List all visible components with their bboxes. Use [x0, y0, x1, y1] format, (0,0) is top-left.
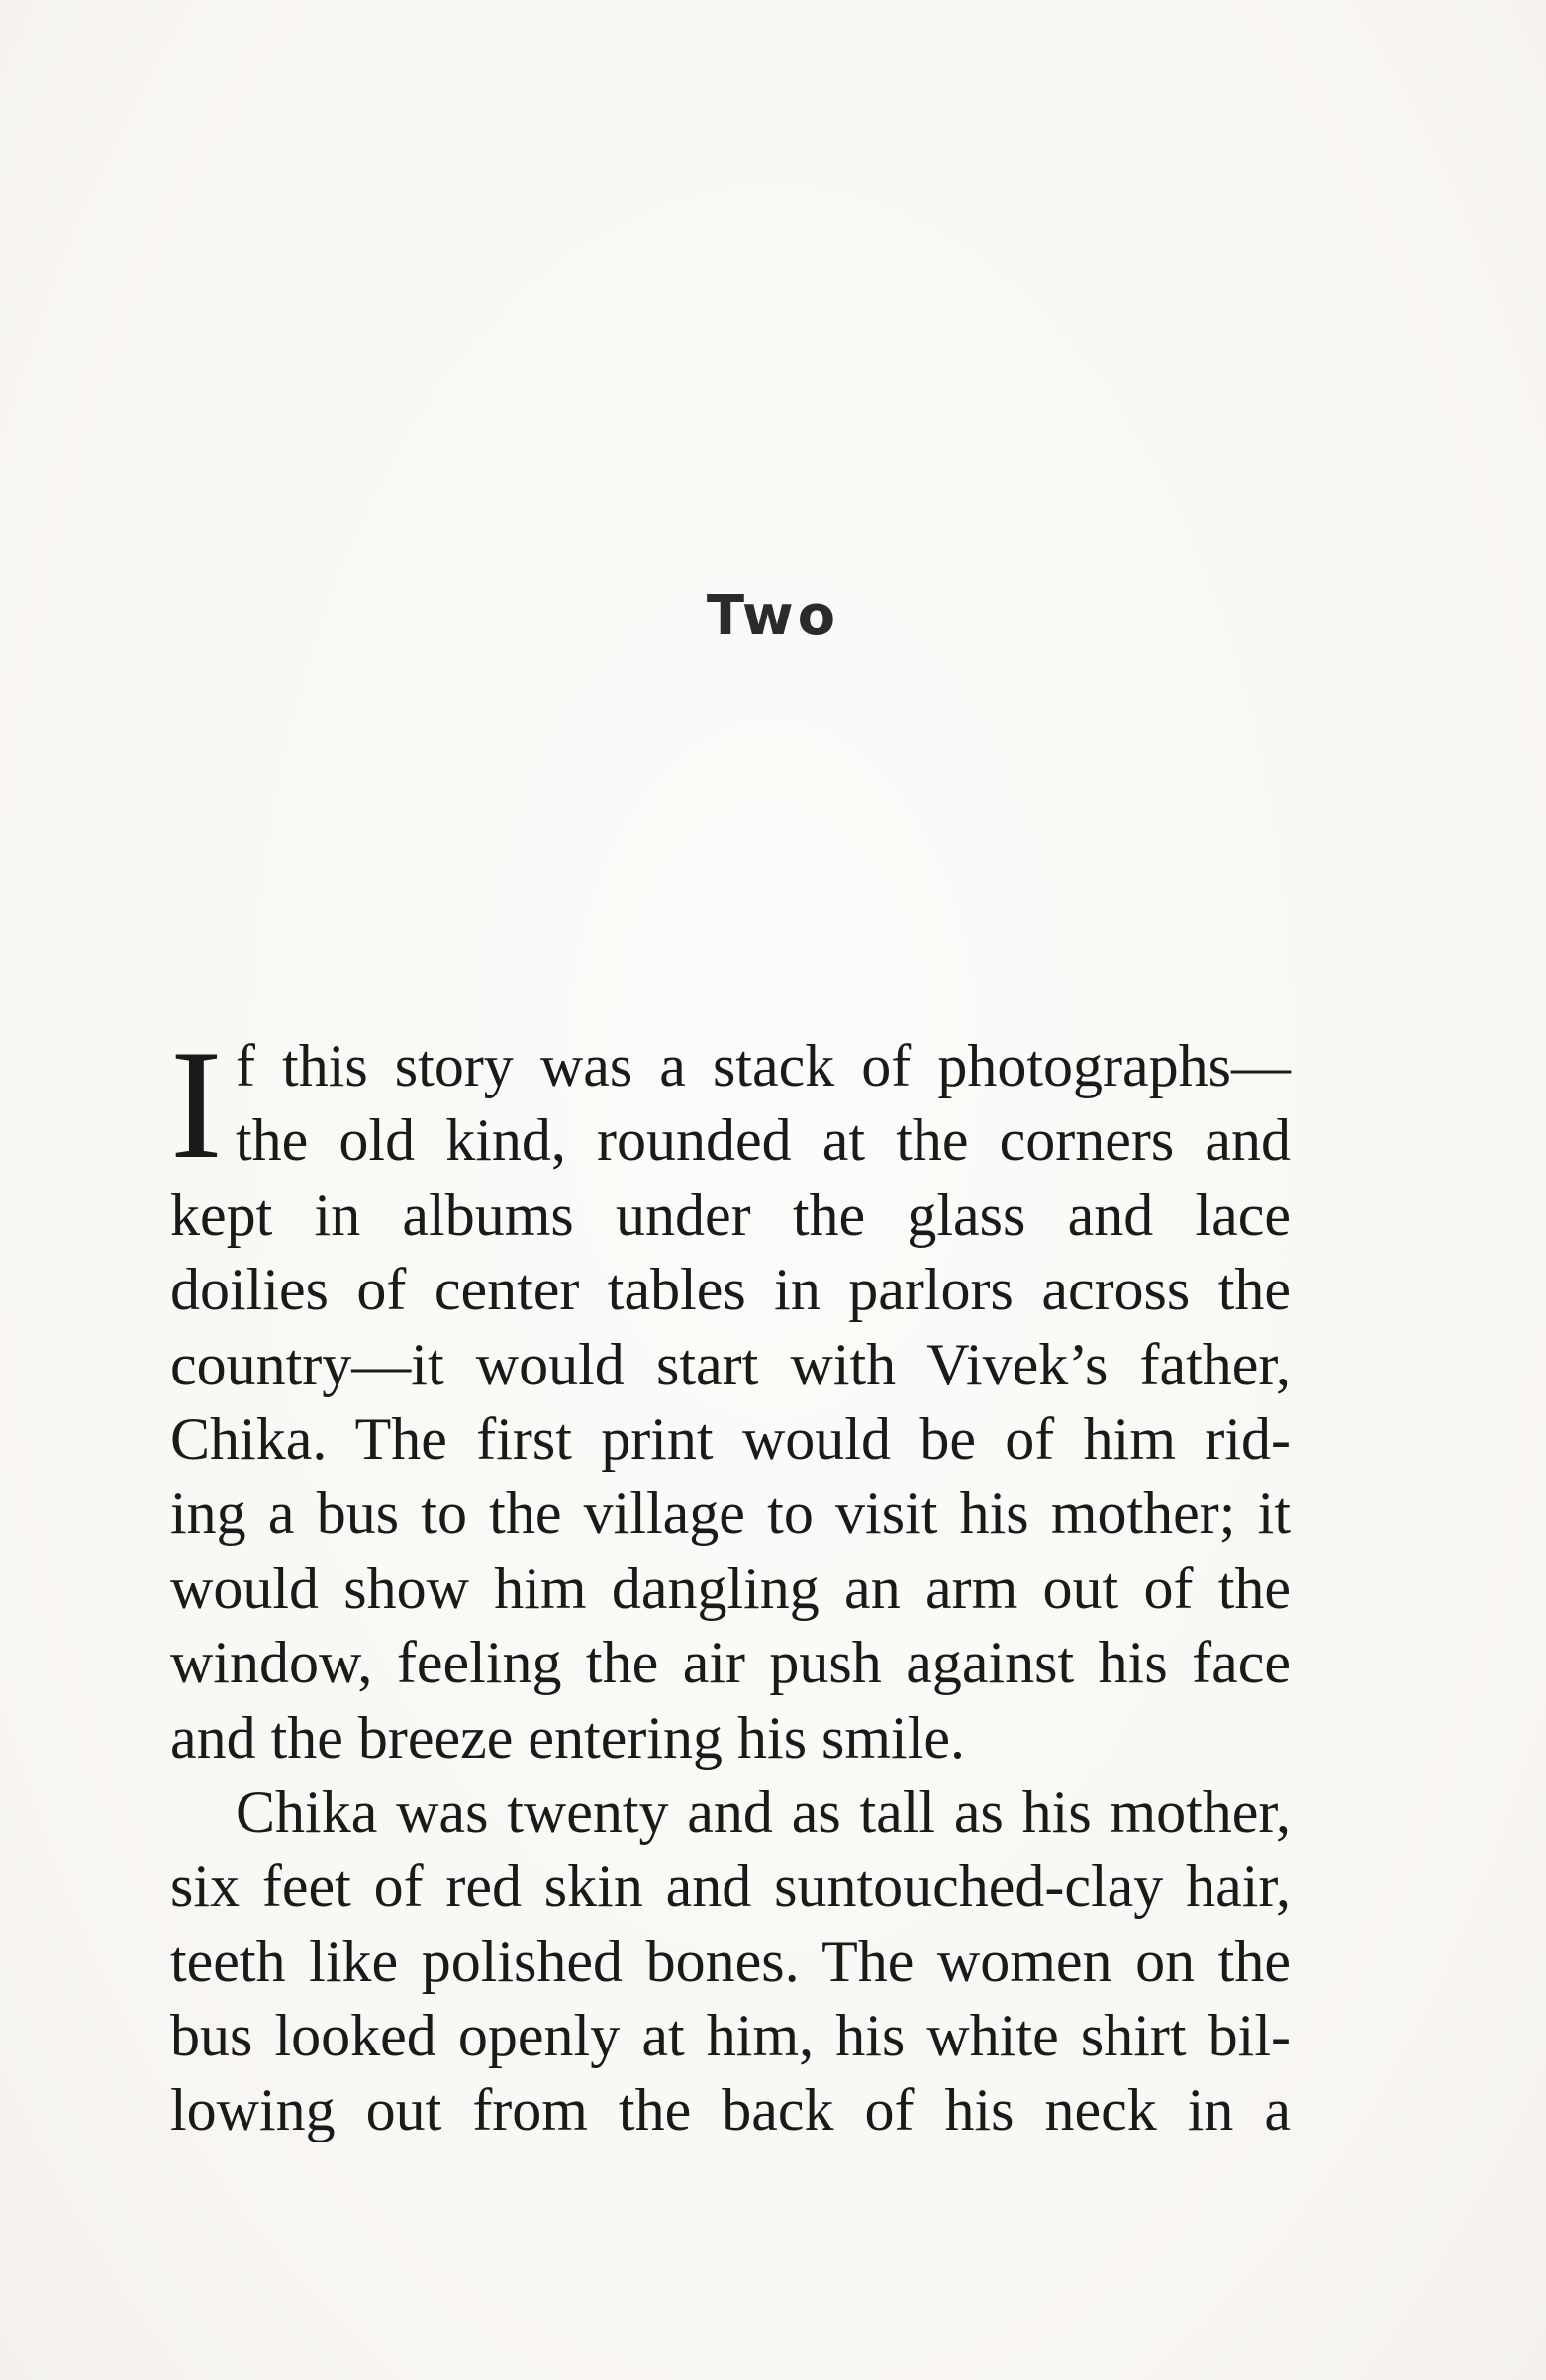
paragraph [170, 1018, 1291, 1775]
text-line: six feet of red skin and suntouched-clay hair, [170, 1854, 1291, 1920]
text-line: kept in albums under the glass and lace [170, 1182, 1291, 1248]
text-line: teeth like polished bones. The women on the [170, 1928, 1291, 1994]
text-line: ing a bus to the village to visit his mother; it [170, 1480, 1291, 1547]
text-line: lowing out from the back of his neck in a [170, 2077, 1291, 2143]
text-line: f this story was a stack of photographs— [236, 1033, 1291, 1098]
drop-cap: I [170, 1018, 223, 1191]
text-line: window, feeling the air push against his face [170, 1630, 1291, 1696]
text-line: Chika was twenty and as tall as his mother, [236, 1778, 1291, 1845]
chapter-title: Two [706, 584, 840, 648]
text-line: Chika. The first print would be of him rid- [170, 1405, 1291, 1472]
text-line: country—it would start with Vivek’s father, [170, 1331, 1291, 1397]
text-line: and the breeze entering his smile. [170, 1704, 966, 1770]
paragraph [170, 1775, 1291, 2148]
text-line: the old kind, rounded at the corners and [236, 1107, 1291, 1174]
text-line: would show him dangling an arm out of the [170, 1555, 1291, 1621]
text-line: doilies of center tables in parlors across the [170, 1257, 1291, 1323]
text-line: bus looked openly at him, his white shirt bil- [170, 2003, 1291, 2069]
body-text [170, 1018, 1291, 2148]
